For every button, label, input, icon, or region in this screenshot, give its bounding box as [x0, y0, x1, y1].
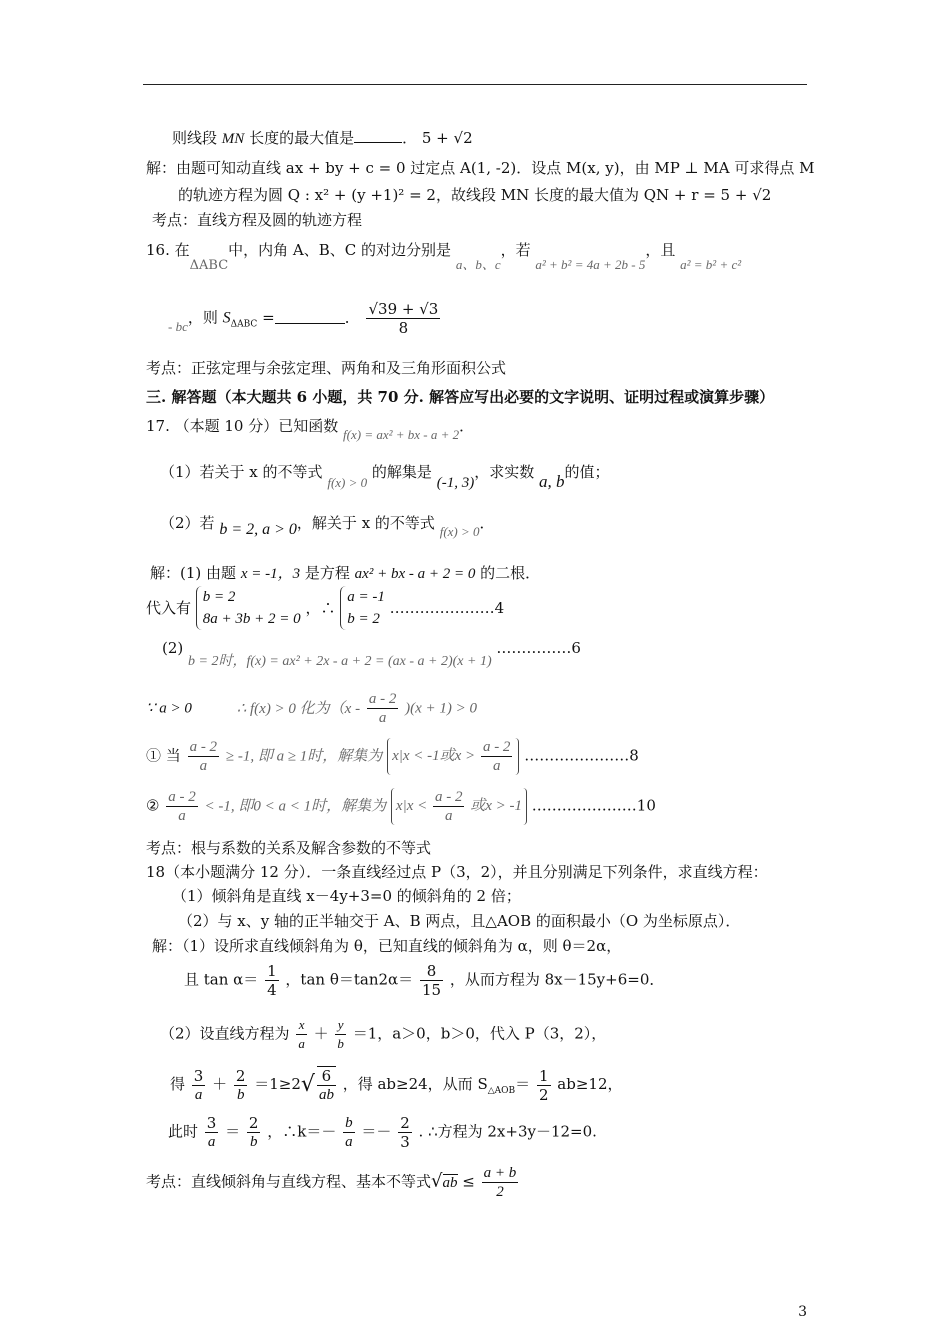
- q18-solution-1: 解：（1）设所求直线倾斜角为 θ，已知直线的倾斜角为 α，则 θ＝2α，: [152, 937, 622, 955]
- q18-solution-3: （2）设直线方程为 $\frac{x}{a}$ ＋ $\frac{y}{b}$ ＝1，a＞0，b＞0，代入 P（3，2），: [160, 1017, 607, 1051]
- q17-kaodian: 考点：根与系数的关系及解含参数的不等式: [146, 839, 432, 857]
- q18-solution-5: 此时 $\frac{3}{a}$ ＝ $\frac{2}{b}$ ，∴k＝－ $\frac{b}{a}$ ＝－ $\frac{2}{3}$ . ∴方程为 2x+3y－12=0.: [168, 1114, 597, 1151]
- q15-answer: 5 + √2: [421, 129, 473, 147]
- q18-title: 18（本小题满分 12 分）．一条直线经过点 P（3，2），并且分别满足下列条件，求直线方程：: [146, 863, 768, 881]
- header-rule: [143, 84, 807, 85]
- page-number: 3: [798, 1304, 807, 1320]
- q17-because: ∵ a > 0 ∴ f(x) > 0 化为（x - $\frac{a - 2}{a}$ )(x + 1) > 0: [146, 691, 478, 726]
- q17-case2: ② $\frac{a - 2}{a}$ < -1, 即0 < a < 1时，解集为 x|x < $\frac{a - 2}{a}$ 或x > -1 …………………10: [146, 789, 656, 824]
- q16-line1: 16. 在ΔABC中，内角 A、B、C 的对边分别是 a、b、c，若 a² + b² = 4a + 2b - 5，且 a² = b² + c²: [146, 241, 742, 273]
- q17-system: 代入有 b = 2 8a + 3b + 2 = 0 ，∴ a = -1 b = 2 …………………4: [146, 586, 504, 630]
- q16-line2: - bc，则 $S_{\Delta ABC}$ = ． $\frac{√39 + √3}{8}$: [168, 300, 439, 337]
- q18-solution-4: 得 $\frac{3}{a}$ ＋ $\frac{2}{b}$ ＝1≥2√ $\frac{6}{ab}$ ，得 ab≥24，从而 $S_{\triangle AOB}=$ $\frac{1}{2}$ ab≥12，: [170, 1066, 623, 1104]
- q18-part1: （1）倾斜角是直线 x－4y+3=0 的倾斜角的 2 倍；: [172, 887, 521, 905]
- q15-solution-1: 解：由题可知动直线 ax + by + c = 0 过定点 A(1, -2)．设点 M(x, y)，由 MP ⊥ MA 可求得点 M: [146, 159, 815, 177]
- q17-part2: （2）若 b = 2, a > 0，解关于 x 的不等式 f(x) > 0．: [160, 514, 495, 539]
- q16-answer: $\frac{√39 + √3}{8}$: [368, 300, 439, 337]
- q17-solution-1: 解：(1) 由题 x = -1，3 是方程 ax² + bx - a + 2 = 0 的二根．: [150, 564, 541, 582]
- q17-title: 17. （本题 10 分）已知函数 f(x) = ax² + bx - a + 2．: [146, 417, 475, 442]
- q16-kaodian: 考点：正弦定理与余弦定理、两角和及三角形面积公式: [146, 359, 507, 377]
- q17-solution-2: (2) b = 2时，f(x) = ax² + 2x - a + 2 = (ax - a + 2)(x + 1) ……………6: [162, 639, 581, 669]
- q18-kaodian: 考点：直线倾斜角与直线方程、基本不等式√ab ≤ $\frac{a + b}{2}$: [146, 1165, 517, 1200]
- section-3-heading: 三. 解答题（本大题共 6 小题，共 70 分. 解答应写出必要的文字说明、证明过程或演算步骤）: [146, 388, 775, 406]
- q17-case1: ① 当 $\frac{a - 2}{a}$ ≥ -1, 即 a ≥ 1时，解集为 x|x < -1或x > $\frac{a - 2}{a}$ …………………8: [146, 739, 639, 774]
- q17-part1: （1）若关于 x 的不等式 f(x) > 0 的解集是 (-1, 3)，求实数 a, b的值；: [160, 463, 610, 491]
- q15-kaodian: 考点：直线方程及圆的轨迹方程: [152, 211, 363, 229]
- q18-part2: （2）与 x、y 轴的正半轴交于 A、B 两点，且△AOB 的面积最小（O 为坐标原点）．: [178, 912, 741, 930]
- q15-prompt: 则线段 MN 长度的最大值是 ． 5 + √2: [172, 129, 473, 147]
- q15-solution-2: 的轨迹方程为圆 Q : x² + (y +1)² = 2，故线段 MN 长度的最大值为 QN + r = 5 + √2: [178, 186, 772, 204]
- q18-solution-2: 且 tan α＝ $\frac{1}{4}$ ，tan θ＝tan2α＝ $\frac{8}{15}$ ，从而方程为 8x－15y+6=0．: [184, 962, 665, 999]
